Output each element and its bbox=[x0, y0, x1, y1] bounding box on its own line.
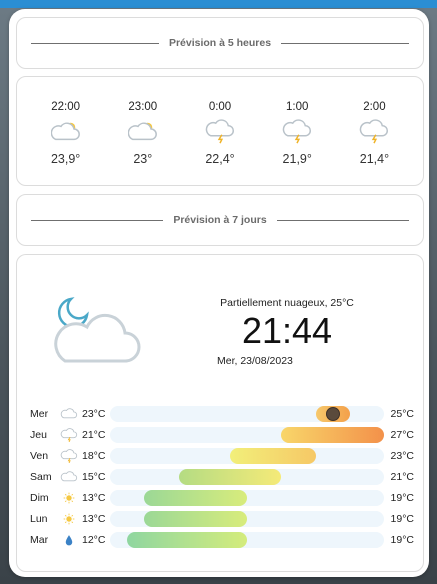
daily-divider bbox=[31, 213, 409, 226]
hourly-temp: 23° bbox=[133, 152, 153, 166]
daily-forecast-row bbox=[30, 445, 414, 466]
daily-max-temp: 19°C bbox=[390, 491, 414, 504]
daily-forecast-row bbox=[30, 508, 414, 529]
daily-day: Jeu bbox=[30, 428, 47, 441]
current-date: Mer, 23/08/2023 bbox=[217, 355, 293, 367]
current-weather-card[interactable] bbox=[16, 254, 424, 572]
daily-min-temp: 13°C bbox=[82, 512, 106, 525]
night-partly-cloudy-icon bbox=[51, 119, 81, 145]
hourly-item bbox=[27, 101, 104, 166]
hourly-temp: 21,4° bbox=[359, 152, 390, 166]
hourly-temp: 21,9° bbox=[282, 152, 312, 166]
daily-day: Sam bbox=[30, 470, 52, 483]
sun-icon bbox=[60, 491, 78, 505]
hourly-header-card bbox=[16, 17, 424, 69]
hourly-item bbox=[181, 101, 258, 166]
daily-forecast-row bbox=[30, 403, 414, 424]
temp-range-track bbox=[110, 406, 384, 422]
cloud-lightning-icon bbox=[60, 428, 78, 442]
daily-header-card bbox=[16, 194, 424, 246]
current-temp-marker bbox=[326, 407, 340, 421]
daily-day: Mer bbox=[30, 407, 49, 420]
cloudy-icon bbox=[60, 470, 78, 484]
daily-max-temp: 19°C bbox=[390, 533, 414, 546]
cloud-lightning-icon bbox=[359, 119, 389, 145]
temp-range-bar bbox=[281, 427, 384, 443]
daily-day: Mar bbox=[30, 533, 49, 546]
current-conditions bbox=[217, 297, 407, 367]
temp-range-bar bbox=[179, 469, 282, 485]
daily-min-temp: 15°C bbox=[82, 470, 106, 483]
daily-max-temp: 27°C bbox=[390, 428, 414, 441]
daily-max-temp: 23°C bbox=[390, 449, 414, 462]
hourly-time: 2:00 bbox=[363, 101, 386, 113]
daily-day: Ven bbox=[30, 449, 49, 462]
cloud-lightning-icon bbox=[282, 119, 312, 145]
daily-forecast-list bbox=[30, 403, 414, 550]
daily-forecast-row bbox=[30, 466, 414, 487]
daily-max-temp: 21°C bbox=[390, 470, 414, 483]
top-app-bar bbox=[0, 0, 437, 8]
night-partly-cloudy-icon bbox=[128, 119, 158, 145]
cloud-lightning-icon bbox=[205, 119, 235, 145]
hourly-title: Prévision à 5 heures bbox=[159, 37, 281, 49]
temp-range-bar bbox=[144, 490, 247, 506]
hourly-item bbox=[104, 101, 181, 166]
temp-range-track bbox=[110, 511, 384, 527]
cloudy-icon bbox=[60, 407, 78, 421]
temp-range-track bbox=[110, 532, 384, 548]
temp-range-bar bbox=[230, 448, 316, 464]
temp-range-bar bbox=[144, 511, 247, 527]
daily-day: Lun bbox=[30, 512, 48, 525]
daily-max-temp: 25°C bbox=[390, 407, 414, 420]
hourly-item bbox=[259, 101, 336, 166]
hourly-temp: 22,4° bbox=[205, 152, 235, 166]
temp-range-track bbox=[110, 427, 384, 443]
rain-drop-icon bbox=[60, 533, 78, 547]
hourly-forecast-card bbox=[16, 76, 424, 186]
daily-day: Dim bbox=[30, 491, 49, 504]
daily-min-temp: 23°C bbox=[82, 407, 106, 420]
hourly-time: 1:00 bbox=[286, 101, 309, 113]
daily-forecast-row bbox=[30, 529, 414, 550]
daily-min-temp: 21°C bbox=[82, 428, 106, 441]
current-condition: Partiellement nuageux, 25°C bbox=[220, 297, 354, 309]
daily-forecast-row bbox=[30, 424, 414, 445]
daily-min-temp: 18°C bbox=[82, 449, 106, 462]
daily-min-temp: 12°C bbox=[82, 533, 106, 546]
temp-range-bar bbox=[127, 532, 247, 548]
current-time: 21:44 bbox=[241, 310, 333, 351]
night-partly-cloudy-icon bbox=[45, 295, 145, 365]
hourly-time: 23:00 bbox=[128, 101, 158, 113]
hourly-temp: 23,9° bbox=[50, 152, 81, 166]
hourly-time: 0:00 bbox=[208, 101, 232, 113]
hourly-time: 22:00 bbox=[51, 101, 80, 113]
sun-icon bbox=[60, 512, 78, 526]
daily-forecast-row bbox=[30, 487, 414, 508]
weather-dialog bbox=[9, 9, 429, 577]
temp-range-track bbox=[110, 469, 384, 485]
temp-range-track bbox=[110, 448, 384, 464]
hourly-item bbox=[336, 101, 413, 166]
daily-min-temp: 13°C bbox=[82, 491, 106, 504]
cloud-lightning-icon bbox=[60, 449, 78, 463]
temp-range-track bbox=[110, 490, 384, 506]
hourly-divider bbox=[31, 36, 409, 49]
daily-max-temp: 19°C bbox=[390, 512, 414, 525]
daily-title: Prévision à 7 jours bbox=[163, 214, 276, 226]
